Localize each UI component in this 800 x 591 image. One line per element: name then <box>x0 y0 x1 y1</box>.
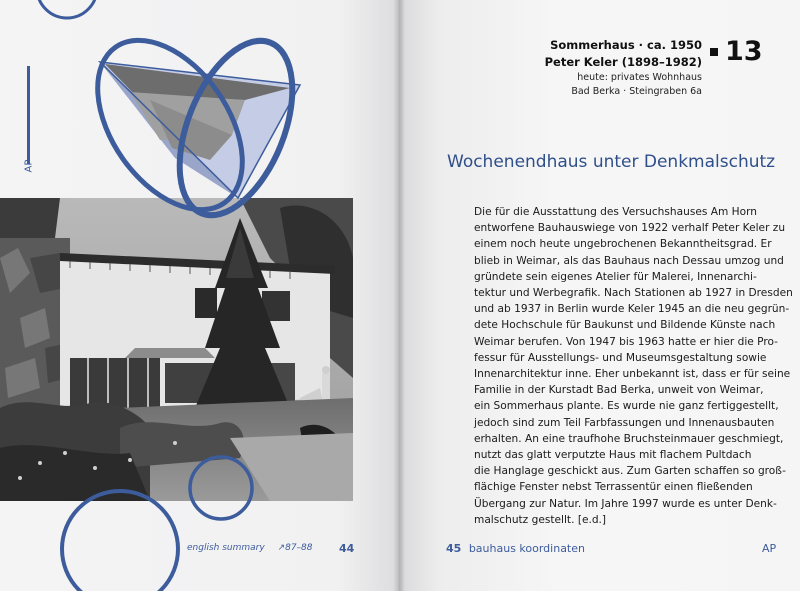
circle-bottom-decoration <box>62 491 178 591</box>
body-line: flächige Fenster nebst Terrassentür einen fließenden <box>474 481 753 494</box>
body-line: gründete sein eigenes Atelier für Malerei, Innenarchi- <box>474 270 757 283</box>
entry-header-architect: Peter Keler (1898–1982) <box>544 55 702 69</box>
body-line: Familie in der Kurstadt Bad Berka, unweit von Weimar, <box>474 384 764 397</box>
entry-header-usage: heute: privates Wohnhaus <box>577 72 702 83</box>
body-line: jedoch sind zum Teil Farbfassungen und Innenausbauten <box>474 416 775 429</box>
english-summary-ref: ↗87–88 <box>277 543 313 553</box>
entry-number-badge <box>710 36 763 67</box>
page-number-right: 45 <box>446 542 462 555</box>
body-line: erhalten. An eine traufhohe Bruchsteinmauer geschmiegt, <box>474 432 784 445</box>
english-summary-label: english summary <box>187 543 265 553</box>
decorative-graphics <box>0 0 398 591</box>
body-text <box>474 204 793 528</box>
entry-number-square-icon <box>710 48 718 56</box>
page-number-left: 44 <box>339 542 355 555</box>
body-line: die Hanglage geschickt aus. Zum Garten schaffen so groß- <box>474 465 786 478</box>
body-line: Weimar berufen. Von 1947 bis 1963 hatte er hier die Pro- <box>474 335 778 348</box>
entry-number: 13 <box>725 36 763 67</box>
body-line: fessur für Ausstellungs- und Museumsgestaltung sowie <box>474 351 767 364</box>
entry-header-title: Sommerhaus · ca. 1950 <box>550 38 702 52</box>
publication-title: bauhaus koordinaten <box>468 542 585 555</box>
side-code-label: AP <box>23 159 35 173</box>
body-line: Innenarchitektur inne. Eher unbekannt ist, dass er für seine <box>474 368 791 381</box>
circle-small-decoration <box>190 457 252 519</box>
circle-top-decoration <box>37 0 97 18</box>
body-line: Die für die Ausstattung des Versuchshauses Am Horn <box>474 206 758 218</box>
body-line: dete Hochschule für Baukunst und Bildende Künste nach <box>474 319 776 332</box>
body-line: tektur und Werbegrafik. Nach Stationen ab 1927 in Dresden <box>474 287 793 300</box>
entry-header-address: Bad Berka · Steingraben 6a <box>571 86 702 97</box>
body-line: Übergang zur Natur. Im Jahre 1997 wurde es unter Denk- <box>474 497 777 510</box>
footer-right <box>446 542 585 555</box>
body-line: ein Sommerhaus plante. Es wurde nie ganz fertiggestellt, <box>474 400 779 413</box>
section-title: Wochenendhaus unter Denkmalschutz <box>447 152 776 172</box>
body-line: nutzt das glatt verputzte Haus mit flachem Pultdach <box>474 449 752 462</box>
body-line: blieb in Weimar, als das Bauhaus nach Dessau umzog und <box>474 254 784 267</box>
body-line: und ab 1937 in Berlin wurde Keler 1945 an die neu gegrün- <box>474 303 790 316</box>
body-line: malschutz gestellt. [e.d.] <box>474 513 607 526</box>
body-line: entworfene Bauhauswiege von 1922 verhalf Peter Keler zu <box>474 222 786 235</box>
body-line: einem noch heute ungebrochenen Bekanntheitsgrad. Er <box>474 238 772 251</box>
wedge-shape-decoration <box>100 62 300 198</box>
footer-section-code: AP <box>762 542 777 555</box>
entry-header <box>545 37 702 99</box>
